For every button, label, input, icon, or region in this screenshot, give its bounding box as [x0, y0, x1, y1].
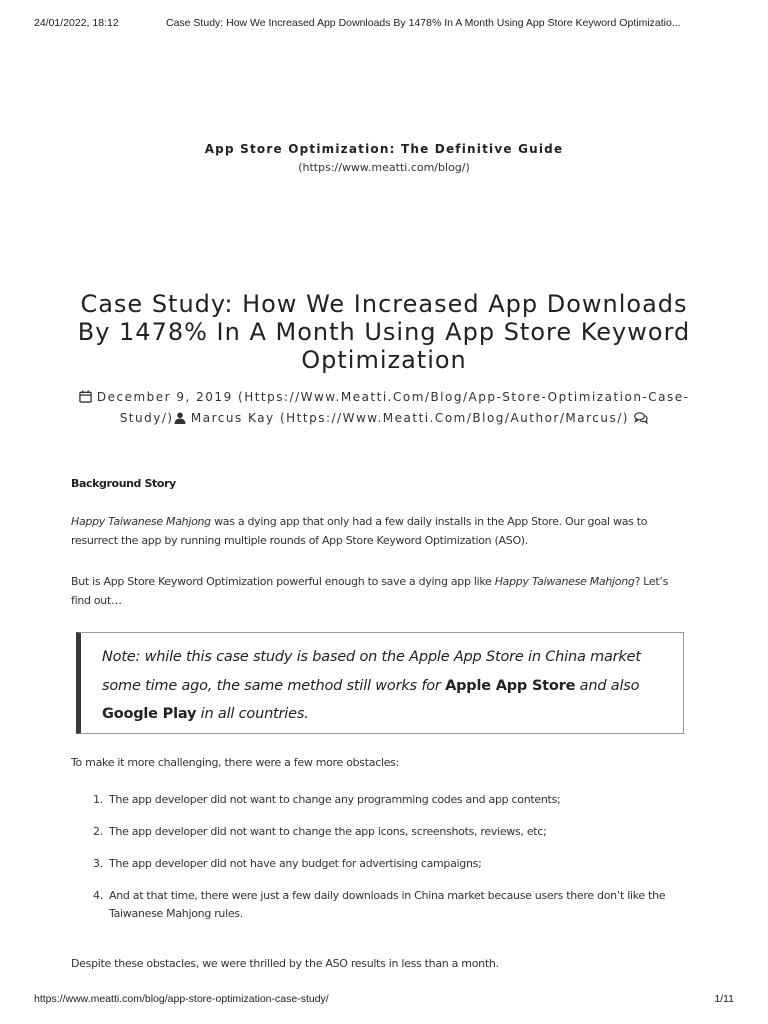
list-text: The app developer did not want to change the app icons, screenshots, reviews, etc; [109, 825, 547, 838]
page-number: 1/11 [714, 993, 734, 1005]
list-item [93, 823, 688, 841]
list-item [93, 791, 688, 809]
paragraph-question [71, 572, 684, 610]
paragraph-text: But is App Store Keyword Optimization powerful enough to save a dying app like [71, 575, 495, 588]
site-url: (https://www.meatti.com/blog/) [298, 161, 470, 174]
app-name: Happy Taiwanese Mahjong [494, 575, 635, 588]
note-bold-apple: Apple App Store [445, 677, 576, 694]
list-item [93, 855, 688, 873]
paragraph-results: Despite these obstacles, we were thrilled by the ASO results in less than a month. [71, 957, 499, 970]
user-icon [174, 412, 186, 424]
comments-icon[interactable] [634, 412, 648, 424]
site-title-link[interactable]: App Store Optimization: The Definitive Guide [204, 142, 564, 156]
note-bold-google: Google Play [102, 706, 197, 722]
list-number: 3. [93, 857, 103, 870]
paragraph-text: ? Let’s find out… [71, 575, 669, 607]
note-text: and also [575, 677, 640, 694]
print-page-title: Case Study: How We Increased App Downloads By 1478% In A Month Using App Store Keyword Optimizatio... [166, 17, 681, 29]
list-number: 4. [93, 889, 103, 902]
note-blockquote [76, 632, 684, 734]
list-item [93, 887, 688, 923]
paragraph-obstacles-intro: To make it more challenging, there were a few more obstacles: [71, 756, 400, 769]
article-title: Case Study: How We Increased App Downloads By 1478% In A Month Using App Store Keyword Optimization [77, 290, 691, 374]
list-text: The app developer did not have any budget for advertising campaigns; [109, 857, 482, 870]
note-text: in all countries. [196, 706, 309, 722]
calendar-icon [79, 390, 92, 403]
list-number: 2. [93, 825, 103, 838]
paragraph-intro [71, 512, 684, 550]
article-meta [70, 387, 698, 429]
list-number: 1. [93, 793, 103, 806]
paragraph-text: was a dying app that only had a few daily installs in the App Store. Our goal was to resurrect the app by running multiple rounds of App Store Keyword Optimization (ASO). [71, 515, 648, 547]
print-date: 24/01/2022, 18:12 [34, 17, 119, 29]
app-name: Happy Taiwanese Mahjong [71, 515, 211, 528]
list-text: The app developer did not want to change any programming codes and app contents; [109, 793, 561, 806]
article-date-link[interactable]: December 9, 2019 (Https://Www.Meatti.Com/Blog/App-Store-Optimization-Case-Study/) [96, 390, 690, 425]
section-heading: Background Story [71, 477, 176, 490]
note-text: Note: while this case study is based on the Apple App Store in China market some time ago, the same method still works for [102, 649, 641, 694]
article-author-link[interactable]: Marcus Kay (Https://Www.Meatti.Com/Blog/Author/Marcus/) [190, 411, 629, 425]
list-text: And at that time, there were just a few daily downloads in China market because users there don’t like the Taiwanese Mahjong rules. [109, 889, 666, 920]
obstacles-list [93, 791, 688, 937]
print-url: https://www.meatti.com/blog/app-store-optimization-case-study/ [34, 993, 329, 1005]
